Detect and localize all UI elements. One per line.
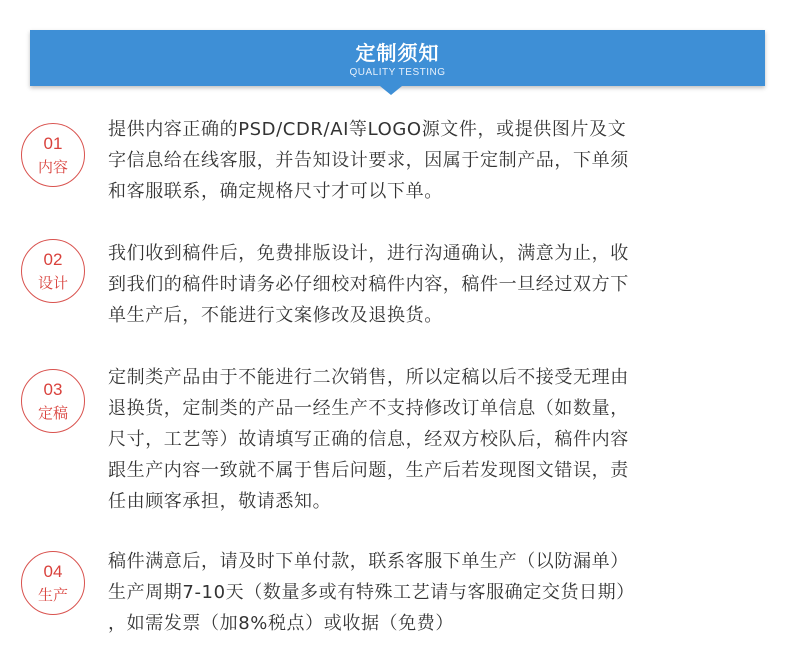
step-number: 04 (43, 562, 63, 581)
page-subtitle: QUALITY TESTING (349, 67, 446, 78)
page-title: 定制须知 (355, 41, 440, 65)
step-badge (21, 123, 85, 187)
step-label: 设计 (37, 274, 68, 292)
step-label: 内容 (37, 158, 68, 176)
step-description: 提供内容正确的PSD/CDR/AI等LOGO源文件，或提供图片及文 字信息给在线客服，并告知设计要求，因属于定制产品，下单须 和客服联系，确定规格尺寸才可以下单。 (108, 119, 629, 202)
step-label: 定稿 (37, 404, 68, 422)
step-badge (21, 369, 85, 433)
step-label: 生产 (37, 586, 68, 604)
step-badge (21, 551, 85, 615)
step-number: 02 (43, 250, 63, 269)
header-banner (30, 30, 765, 86)
step-number: 01 (43, 134, 63, 153)
step-description: 我们收到稿件后，免费排版设计，进行沟通确认，满意为止，收 到我们的稿件时请务必仔细校对稿件内容，稿件一旦经过双方下 单生产后，不能进行文案修改及退换货。 (108, 243, 629, 326)
step-badge (21, 239, 85, 303)
step-description: 定制类产品由于不能进行二次销售，所以定稿以后不接受无理由 退换货，定制类的产品一经生产不支持修改订单信息（如数量， 尺寸，工艺等）故请填写正确的信息，经双方校队后，稿件内容 跟生产内容一致就不属于售后问题，生产后若发现图文错误，责 任由顾客承担，敬请悉知。 (108, 367, 629, 512)
step-description: 稿件满意后，请及时下单付款，联系客服下单生产（以防漏单） 生产周期7-10天（数量多或有特殊工艺请与客服确定交货日期） ，如需发票（加8%税点）或收据（免费） (108, 551, 635, 634)
banner-pointer-icon (380, 86, 402, 95)
step-number: 03 (43, 380, 63, 399)
